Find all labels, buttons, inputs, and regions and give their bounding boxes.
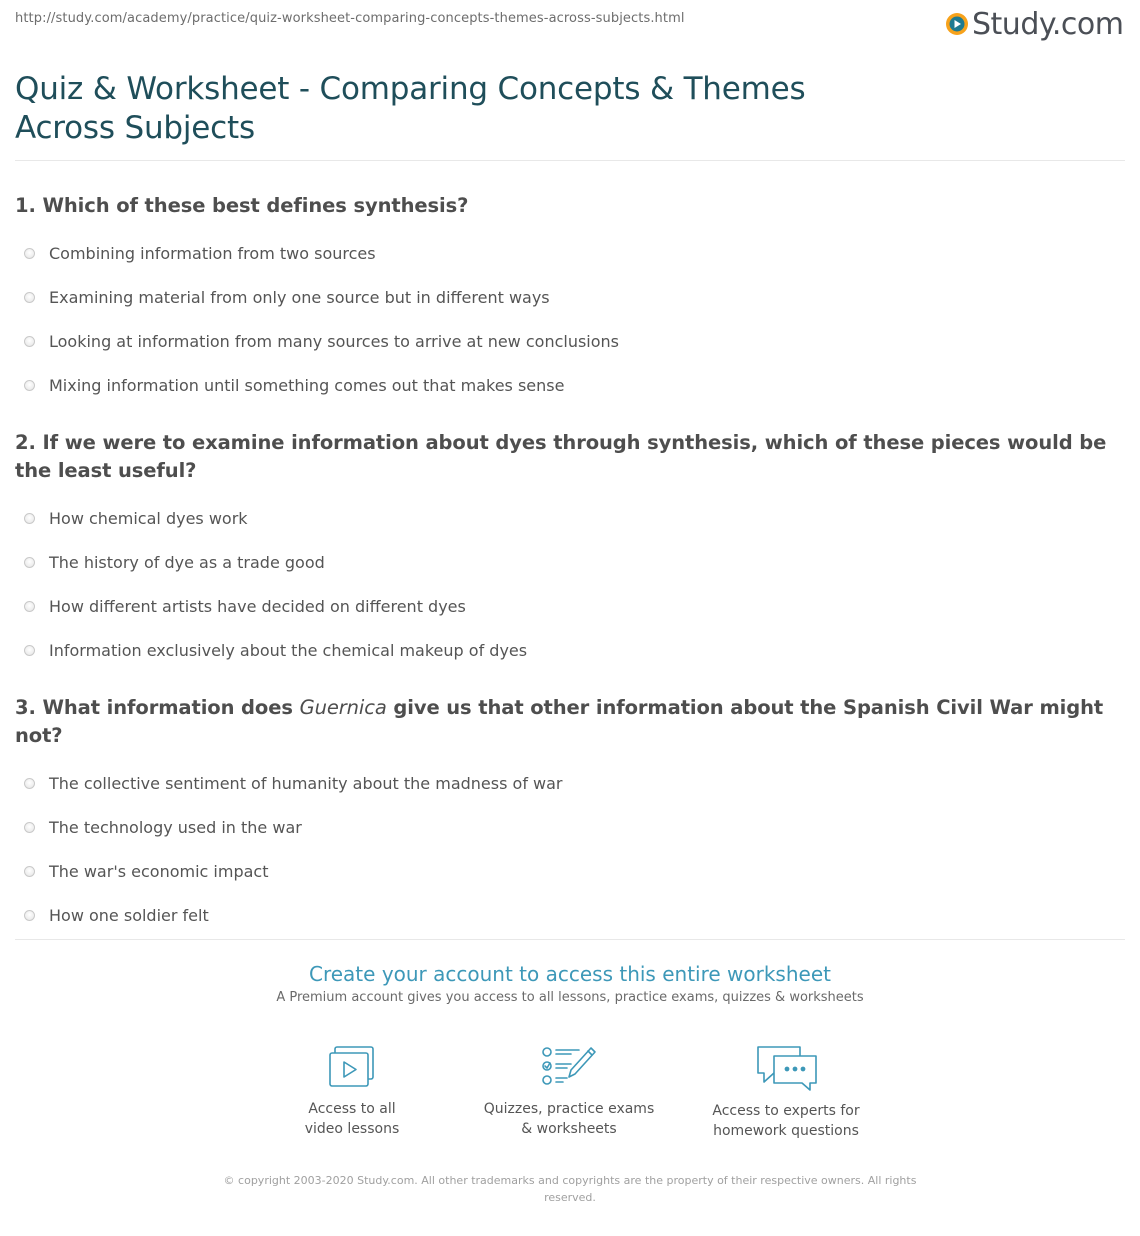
signup-cta: [0, 962, 1140, 1005]
answer-label: How one soldier felt: [49, 905, 209, 925]
artwork-title: Guernica: [299, 696, 387, 719]
cta-link[interactable]: Create your account to access this entire worksheet: [309, 962, 831, 986]
answer-label: Mixing information until something comes out that makes sense: [49, 375, 565, 395]
answer-label: How chemical dyes work: [49, 508, 248, 528]
answer-label: Combining information from two sources: [49, 243, 376, 263]
video-lessons-icon: [327, 1045, 377, 1089]
chat-bubbles-icon: [754, 1045, 818, 1091]
answer-option[interactable]: [15, 761, 1125, 805]
copyright-notice: © copyright 2003-2020 Study.com. All other trademarks and copyrights are the property of their respective owners. All rights reserved.: [223, 1174, 917, 1204]
page-title: Quiz & Worksheet - Comparing Concepts & Themes Across Subjects: [15, 71, 806, 146]
question-text: [15, 429, 1125, 485]
radio-button[interactable]: [24, 910, 35, 921]
answer-label: Examining material from only one source but in different ways: [49, 287, 550, 307]
question-1: [15, 192, 1125, 407]
radio-button[interactable]: [24, 866, 35, 877]
answer-option[interactable]: [15, 628, 1125, 672]
answer-option[interactable]: [15, 319, 1125, 363]
answer-option[interactable]: [15, 584, 1125, 628]
question-2: [15, 429, 1125, 672]
answer-label: The war's economic impact: [49, 861, 269, 881]
cta-subtitle: A Premium account gives you access to all lessons, practice exams, quizzes & worksheets: [276, 990, 864, 1005]
divider: [15, 939, 1125, 940]
feature-label: Access to all video lessons: [304, 1101, 400, 1137]
question-prompt: If we were to examine information about dyes through synthesis, which of these pieces would be the least useful?: [15, 431, 1107, 482]
study-logo[interactable]: [945, 4, 1123, 44]
radio-button[interactable]: [24, 645, 35, 656]
answer-option[interactable]: [15, 231, 1125, 275]
answer-label: How different artists have decided on different dyes: [49, 596, 466, 616]
radio-button[interactable]: [24, 778, 35, 789]
question-prompt-end: give us that other information about the Spanish Civil War might not?: [15, 696, 1104, 747]
play-circle-icon: [945, 12, 969, 36]
feature-quizzes: [479, 1045, 659, 1139]
radio-button[interactable]: [24, 248, 35, 259]
question-text: [15, 694, 1125, 750]
answer-list: [15, 496, 1125, 672]
question-list: [15, 192, 1125, 959]
feature-experts: [696, 1045, 876, 1141]
feature-label: Access to experts for homework questions: [712, 1103, 860, 1139]
feature-label: Quizzes, practice exams & worksheets: [483, 1101, 655, 1137]
answer-option[interactable]: [15, 849, 1125, 893]
answer-label: The collective sentiment of humanity about the madness of war: [49, 773, 563, 793]
radio-button[interactable]: [24, 513, 35, 524]
answer-list: [15, 231, 1125, 407]
question-prompt-start: What information does: [42, 696, 293, 719]
radio-button[interactable]: [24, 292, 35, 303]
answer-label: Information exclusively about the chemical makeup of dyes: [49, 640, 528, 660]
question-number: 1.: [15, 194, 36, 217]
radio-button[interactable]: [24, 380, 35, 391]
answer-option[interactable]: [15, 496, 1125, 540]
radio-button[interactable]: [24, 601, 35, 612]
radio-button[interactable]: [24, 822, 35, 833]
question-text: [15, 192, 1125, 220]
answer-option[interactable]: [15, 805, 1125, 849]
quiz-checklist-icon: [541, 1045, 597, 1089]
answer-option[interactable]: [15, 540, 1125, 584]
question-number: 2.: [15, 431, 36, 454]
answer-list: [15, 761, 1125, 937]
logo-text: Study.com: [972, 6, 1124, 42]
radio-button[interactable]: [24, 336, 35, 347]
answer-label: Looking at information from many sources to arrive at new conclusions: [49, 331, 620, 351]
question-prompt: Which of these best defines synthesis?: [42, 194, 469, 217]
divider: [15, 160, 1125, 161]
feature-video-lessons: [262, 1045, 442, 1139]
answer-label: The technology used in the war: [49, 817, 302, 837]
answer-option[interactable]: [15, 893, 1125, 937]
page-url: http://study.com/academy/practice/quiz-worksheet-comparing-concepts-themes-across-subjects.html: [15, 11, 685, 26]
answer-option[interactable]: [15, 363, 1125, 407]
radio-button[interactable]: [24, 557, 35, 568]
question-number: 3.: [15, 696, 36, 719]
answer-label: The history of dye as a trade good: [49, 552, 325, 572]
answer-option[interactable]: [15, 275, 1125, 319]
question-3: [15, 694, 1125, 937]
